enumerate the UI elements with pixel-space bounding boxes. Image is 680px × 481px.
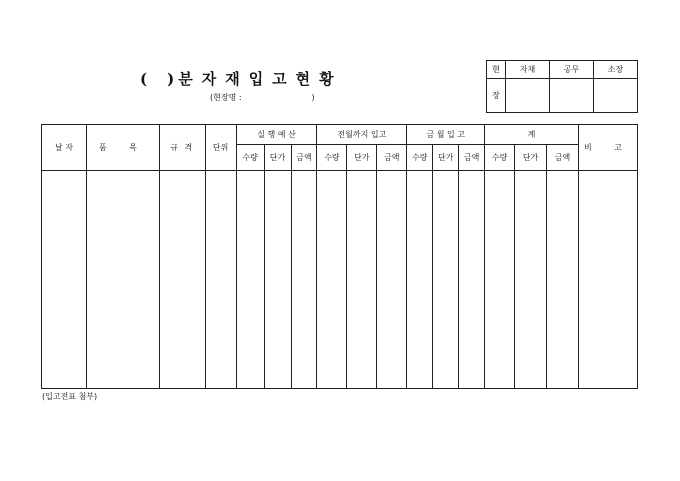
approval-box	[486, 60, 638, 113]
cell-this-amount[interactable]	[459, 171, 485, 389]
sub-amount: 금액	[459, 145, 485, 171]
cell-prev-amount[interactable]	[377, 171, 407, 389]
group-budget: 실 행 예 산	[236, 125, 317, 145]
sub-price: 단가	[347, 145, 377, 171]
approval-sign-materials[interactable]	[506, 79, 550, 113]
title-close-paren: )	[167, 70, 175, 88]
header-unit: 단위	[205, 125, 236, 171]
approval-col-manager: 소장	[594, 61, 638, 79]
cell-spec[interactable]	[159, 171, 205, 389]
sub-price: 단가	[433, 145, 459, 171]
cell-total-price[interactable]	[515, 171, 547, 389]
ledger-table	[41, 124, 638, 389]
cell-total-qty[interactable]	[485, 171, 515, 389]
approval-col-admin: 공무	[550, 61, 594, 79]
cell-this-qty[interactable]	[407, 171, 433, 389]
cell-remarks[interactable]	[578, 171, 637, 389]
sub-amount: 금액	[547, 145, 579, 171]
sub-qty: 수량	[236, 145, 264, 171]
table-body-row	[42, 171, 638, 389]
header-remarks: 비 고	[578, 125, 637, 171]
sub-qty: 수량	[407, 145, 433, 171]
cell-unit[interactable]	[205, 171, 236, 389]
group-this-month: 금 월 입 고	[407, 125, 485, 145]
cell-total-amount[interactable]	[547, 171, 579, 389]
cell-prev-price[interactable]	[347, 171, 377, 389]
approval-col-materials: 자재	[506, 61, 550, 79]
sub-price: 단가	[515, 145, 547, 171]
site-name-label: (현장명 :	[210, 93, 242, 102]
site-name-line	[210, 92, 315, 103]
title-open-paren: (	[140, 70, 148, 88]
header-spec: 규 격	[159, 125, 205, 171]
page-title	[140, 68, 343, 89]
sub-amount: 금액	[291, 145, 317, 171]
group-total: 계	[485, 125, 579, 145]
site-name-close: )	[311, 93, 315, 102]
cell-item[interactable]	[86, 171, 159, 389]
sub-price: 단가	[264, 145, 291, 171]
cell-date[interactable]	[42, 171, 87, 389]
header-date: 날 자	[42, 125, 87, 171]
approval-side-bottom: 장	[487, 79, 506, 113]
title-text: 분자재입고현황	[178, 70, 343, 88]
approval-side-top: 현	[487, 61, 506, 79]
header-item: 품 목	[86, 125, 159, 171]
cell-budget-price[interactable]	[264, 171, 291, 389]
cell-budget-amount[interactable]	[291, 171, 317, 389]
approval-sign-manager[interactable]	[594, 79, 638, 113]
group-prev-month: 전월까지 입고	[317, 125, 407, 145]
sub-amount: 금액	[377, 145, 407, 171]
cell-prev-qty[interactable]	[317, 171, 347, 389]
sub-qty: 수량	[317, 145, 347, 171]
footnote: (입고전표 첨부)	[42, 392, 98, 401]
cell-this-price[interactable]	[433, 171, 459, 389]
approval-sign-admin[interactable]	[550, 79, 594, 113]
sub-qty: 수량	[485, 145, 515, 171]
cell-budget-qty[interactable]	[236, 171, 264, 389]
